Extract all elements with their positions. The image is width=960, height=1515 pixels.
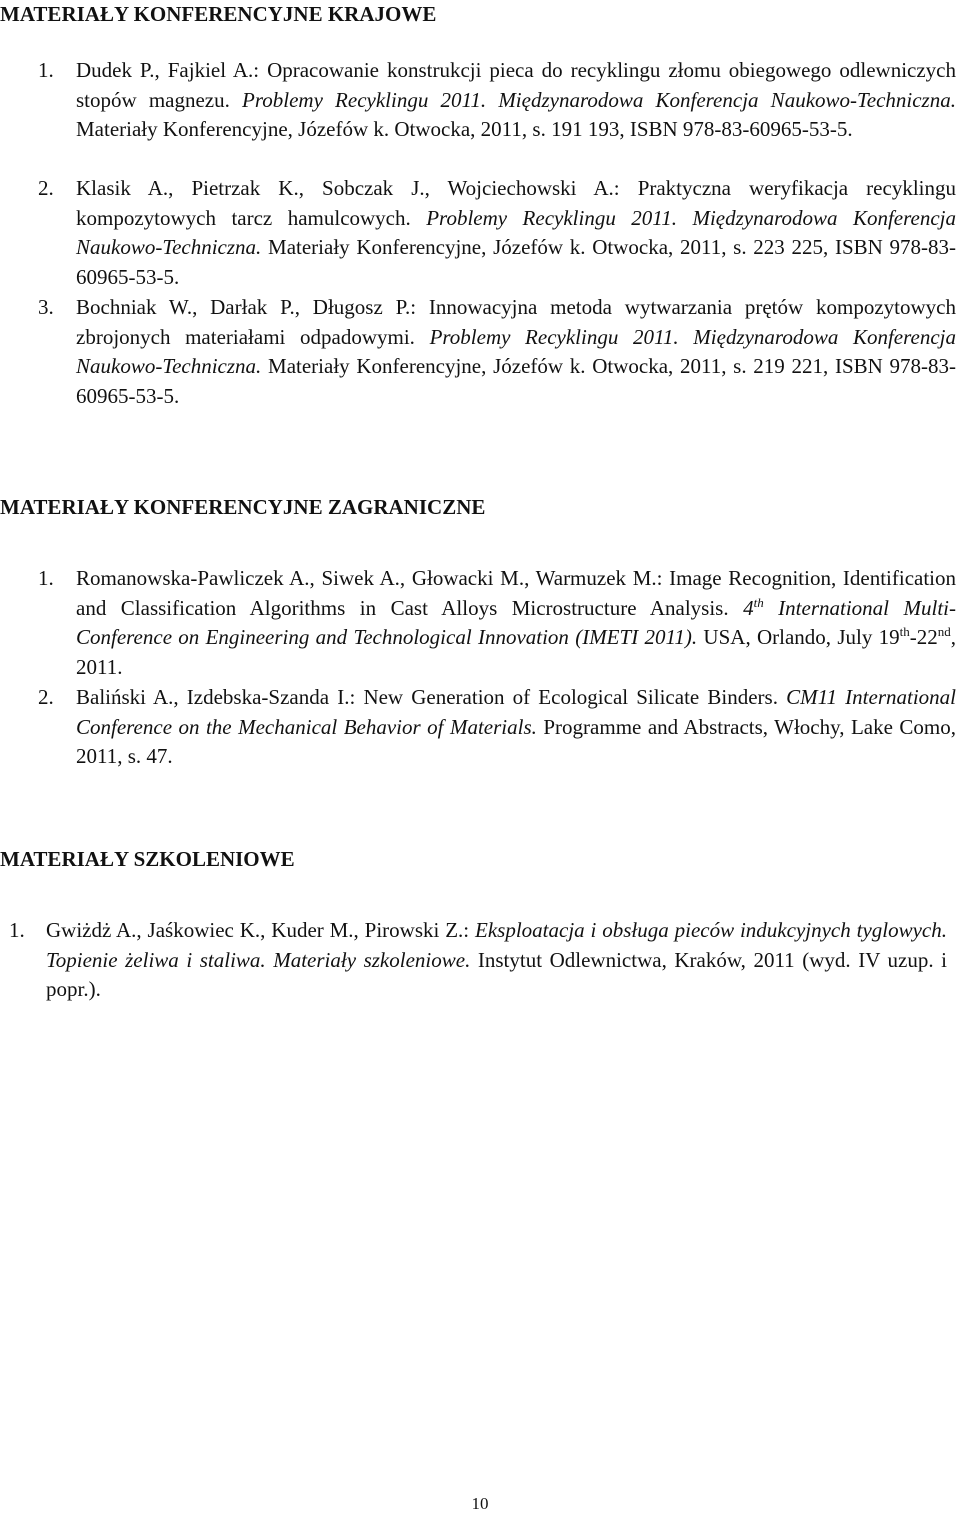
entry-details: USA, Orlando, July 19th-22nd, 2011.	[76, 624, 956, 679]
entry-venue: Problemy Recyklingu 2011. Międzynarodowa Konferencja Naukowo-Techniczna.	[76, 205, 956, 260]
entry-number: 2.	[38, 685, 54, 709]
reference-entry	[38, 174, 956, 292]
entry-authors: Dudek P., Fajkiel A.:	[76, 58, 268, 82]
entry-title: Praktyczna weryfikacja recyklingu kompozytowych tarcz hamulcowych.	[76, 176, 956, 230]
entry-number: 1.	[38, 58, 54, 82]
entry-text	[46, 916, 947, 1005]
entry-title: Image Recognition, Identification and Classification Algorithms in Cast Alloys Microstructure Analysis.	[76, 566, 956, 620]
entry-venue: Problemy Recyklingu 2011. Międzynarodowa Konferencja Naukowo-Techniczna.	[242, 87, 956, 112]
entry-text	[76, 174, 956, 292]
entry-details: Instytut Odlewnictwa, Kraków, 2011 (wyd. IV uzup. i popr.).	[46, 947, 947, 1002]
entry-number: 1.	[38, 566, 54, 590]
entry-authors: Gwiżdż A., Jaśkowiec K., Kuder M., Pirowski Z.:	[46, 918, 476, 942]
section-heading-szkoleniowe: MATERIAŁY SZKOLENIOWE	[0, 847, 295, 871]
reference-entry	[38, 683, 956, 772]
entry-text	[76, 293, 956, 411]
entry-title: Eksploatacja i obsługa pieców indukcyjnych tyglowych. Topienie żeliwa i staliwa. Materiały szkoleniowe.	[46, 918, 948, 972]
entry-authors: Baliński A., Izdebska-Szanda I.:	[76, 685, 364, 709]
reference-entry	[38, 564, 956, 682]
entry-venue: CM11 International Conference on the Mechanical Behavior of Materials.	[76, 685, 957, 739]
entry-authors: Romanowska-Pawliczek A., Siwek A., Głowacki M., Warmuzek M.:	[76, 566, 670, 590]
entry-number: 2.	[38, 176, 54, 200]
entry-text	[76, 564, 956, 682]
section-heading-krajowe: MATERIAŁY KONFERENCYJNE KRAJOWE	[0, 2, 437, 26]
entry-authors: Bochniak W., Darłak P., Długosz P.:	[76, 295, 429, 319]
entry-title: Innowacyjna metoda wytwarzania prętów kompozytowych zbrojonych materiałami odpadowymi.	[76, 295, 956, 349]
entry-text	[76, 56, 956, 145]
entry-authors: Klasik A., Pietrzak K., Sobczak J., Wojciechowski A.:	[76, 176, 638, 200]
page-number: 10	[471, 1494, 489, 1513]
section-heading-zagraniczne: MATERIAŁY KONFERENCYJNE ZAGRANICZNE	[0, 495, 486, 519]
entry-title: New Generation of Ecological Silicate Binders.	[363, 685, 787, 709]
entry-details: Materiały Konferencyjne, Józefów k. Otwocka, 2011, s. 191 193, ISBN 978-83-60965-53-5.	[76, 117, 853, 142]
entry-venue: 4th International Multi-Conference on Engineering and Technological Innovation (IMETI 2011).	[76, 594, 956, 650]
reference-entry	[9, 916, 947, 1005]
entry-details: Programme and Abstracts, Włochy, Lake Como, 2011, s. 47.	[76, 714, 956, 769]
entry-venue: Problemy Recyklingu 2011. Międzynarodowa Konferencja Naukowo-Techniczna.	[76, 324, 956, 379]
entry-details: Materiały Konferencyjne, Józefów k. Otwocka, 2011, s. 219 221, ISBN 978-83-60965-53-5.	[76, 354, 956, 408]
reference-entry	[38, 56, 956, 145]
entry-number: 3.	[38, 295, 54, 319]
reference-entry	[38, 293, 956, 411]
entry-text	[76, 683, 956, 772]
entry-title: Opracowanie konstrukcji pieca do recyklingu złomu obiegowego odlewniczych stopów magnezu.	[76, 58, 956, 112]
entry-number: 1.	[9, 918, 25, 942]
entry-details: Materiały Konferencyjne, Józefów k. Otwocka, 2011, s. 223 225, ISBN 978-83-60965-53-5.	[76, 235, 956, 289]
